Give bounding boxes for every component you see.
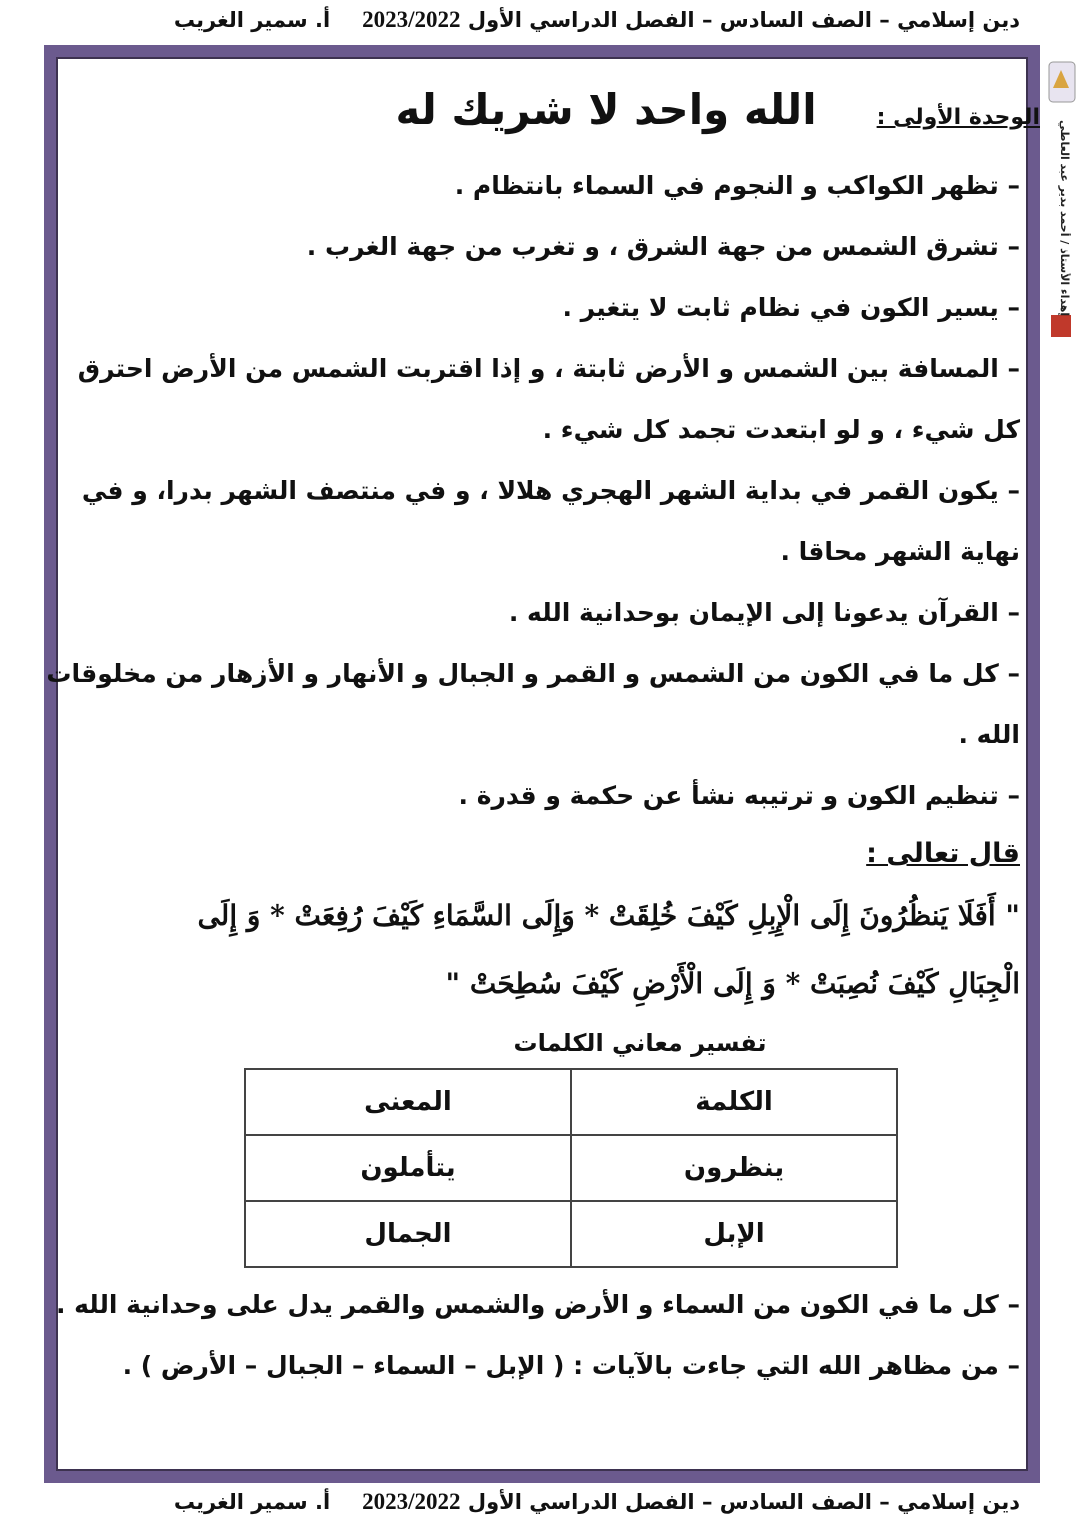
footer-year: 2023/2022	[362, 1489, 461, 1514]
page-header-bottom	[95, 1486, 1020, 1518]
lesson-title: الله واحد لا شريك له	[395, 85, 817, 134]
lesson-line-7: نهاية الشهر محاقا .	[780, 537, 1020, 566]
lesson-line-6: – يكون القمر في بداية الشهر الهجري هلالا ، و في منتصف الشهر بدرا، و في	[81, 476, 1020, 505]
side-dedication: إهداء الأستاذ / أحمد بدير عبد العاطي	[1058, 120, 1071, 317]
lesson-line-9: – كل ما في الكون من الشمس و القمر و الجبال و الأنهار و الأزهار من مخلوقات	[46, 659, 1020, 688]
lesson-content	[46, 85, 1040, 1396]
table-header-meaning: المعنى	[245, 1069, 571, 1135]
table-cell-meaning: الجمال	[245, 1201, 571, 1267]
table-row	[245, 1135, 897, 1201]
closing-line-2: – من مظاهر الله التي جاءت بالآيات : ( الإبل – السماء – الجبال – الأرض ) .	[122, 1351, 1020, 1380]
footer-teacher: أ. سمير الغريب	[173, 1490, 331, 1514]
table-header-word: الكلمة	[571, 1069, 897, 1135]
table-cell-meaning: يتأملون	[245, 1135, 571, 1201]
header-course: دين إسلامي – الصف السادس – الفصل الدراسي الأول 2023/2022	[362, 7, 1020, 32]
verse-line-2: الْجِبَالِ كَيْفَ نُصِبَتْ * وَ إِلَى الْأَرْضِ كَيْفَ سُطِحَتْ "	[445, 967, 1020, 1000]
lesson-line-4: – المسافة بين الشمس و الأرض ثابتة ، و إذا اقتربت الشمس من الأرض احترق	[77, 354, 1020, 383]
lesson-line-8: – القرآن يدعونا إلى الإيمان بوحدانية الله .	[508, 598, 1020, 627]
table-cell-word: الإبل	[571, 1201, 897, 1267]
table-cell-word: ينظرون	[571, 1135, 897, 1201]
table-header-row	[245, 1069, 897, 1135]
word-meanings-table	[244, 1068, 898, 1268]
table-title: تفسير معاني الكلمات	[513, 1029, 767, 1057]
footer-course: دين إسلامي – الصف السادس – الفصل الدراسي الأول 2023/2022	[362, 1489, 1020, 1514]
closing-line-1: – كل ما في الكون من السماء و الأرض والشمس والقمر يدل على وحدانية الله .	[55, 1290, 1020, 1319]
lesson-line-11: – تنظيم الكون و ترتيبه نشأ عن حكمة و قدرة .	[458, 781, 1020, 810]
lesson-line-3: – يسير الكون في نظام ثابت لا يتغير .	[562, 293, 1020, 322]
lesson-line-1: – تظهر الكواكب و النجوم في السماء بانتظام .	[454, 171, 1020, 200]
unit-label: الوحدة الأولى :	[876, 105, 1040, 130]
lesson-title-row	[60, 85, 1040, 155]
lesson-line-5: كل شيء ، و لو ابتعدت تجمد كل شيء .	[542, 415, 1020, 444]
quran-heading: قال تعالى :	[866, 838, 1020, 869]
verse-line-1: " أَفَلَا يَنظُرُونَ إِلَى الْإِبِلِ كَيْفَ خُلِقَتْ * وَإِلَى السَّمَاءِ كَيْفَ رُفِعَتْ * وَ إِلَى	[197, 899, 1020, 932]
table-row	[245, 1201, 897, 1267]
header-year: 2023/2022	[362, 7, 461, 32]
header-teacher: أ. سمير الغريب	[173, 8, 331, 32]
lesson-line-10: الله .	[958, 720, 1020, 749]
lesson-line-2: – تشرق الشمس من جهة الشرق ، و تغرب من جهة الغرب .	[306, 232, 1020, 261]
page-header-top	[95, 4, 1020, 36]
